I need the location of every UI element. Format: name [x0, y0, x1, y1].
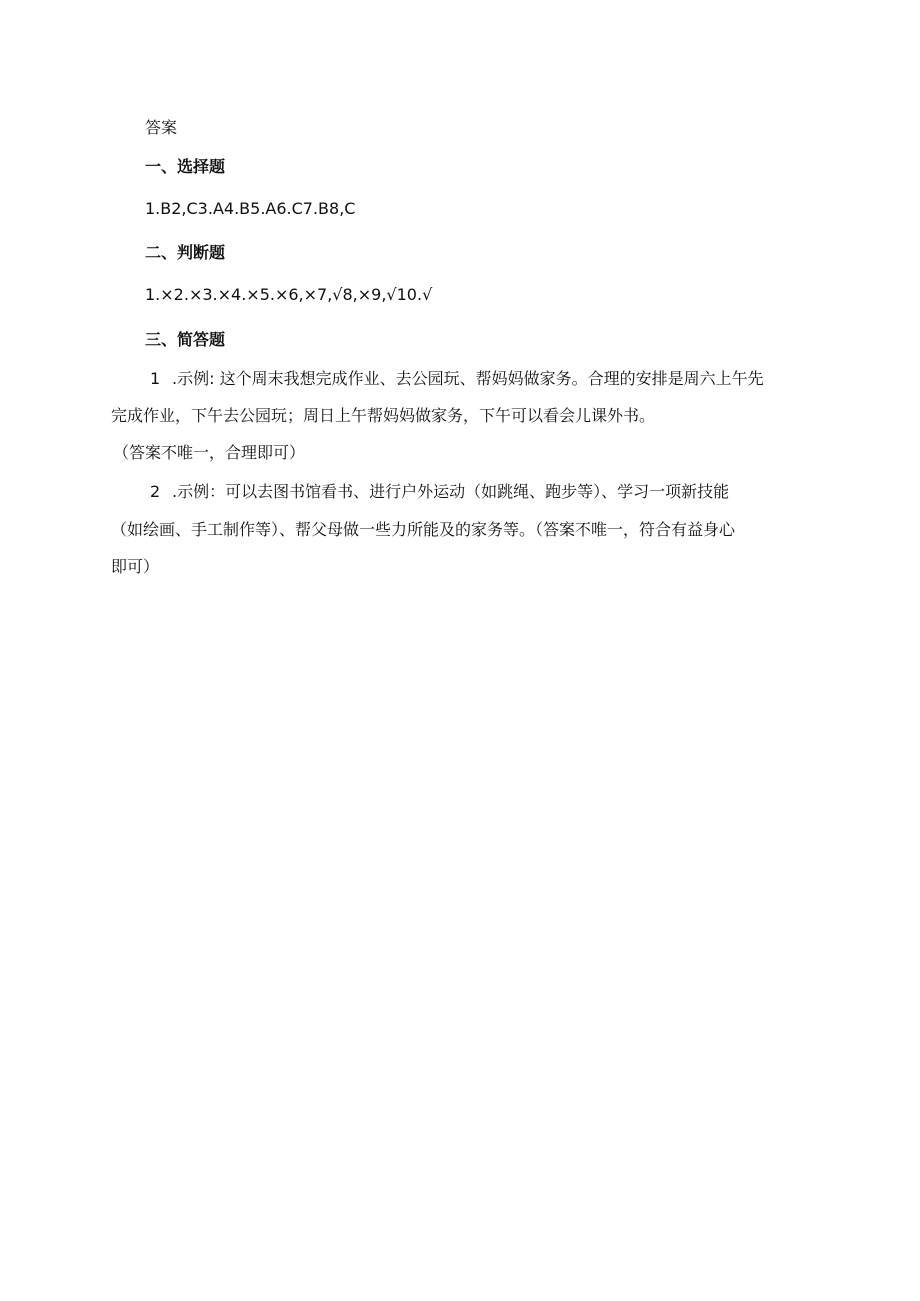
- section-heading-short-answer: 三、简答题: [145, 330, 226, 349]
- answer-1-line-1: [150, 369, 764, 389]
- choice-answers: 1.B2,C3.A4.B5.A6.C7.B8,C: [145, 199, 356, 218]
- section-heading-judgement: 二、判断题: [145, 243, 226, 262]
- answer-1-line-2: 完成作业，下午去公园玩；周日上午帮妈妈做家务，下午可以看会儿课外书。: [111, 406, 656, 425]
- answer-1-text-1: .示例: 这个周末我想完成作业、去公园玩、帮妈妈做家务。合理的安排是周六上午先: [172, 369, 764, 388]
- page-title: 答案: [145, 118, 178, 137]
- answer-2-number: 2: [150, 482, 161, 501]
- answer-2-text-1: .示例：可以去图书馆看书、进行户外运动（如跳绳、跑步等）、学习一项新技能: [172, 482, 730, 501]
- answer-2-line-3: 即可）: [111, 557, 160, 576]
- answer-2-line-2: （如绘画、手工制作等）、帮父母做一些力所能及的家务等。（答案不唯一，符合有益身心: [111, 520, 736, 539]
- section-heading-choice: 一、选择题: [145, 157, 226, 176]
- answer-1-line-3: （答案不唯一，合理即可）: [113, 443, 306, 462]
- answer-1-number: 1: [150, 369, 161, 388]
- judgement-answers: 1.×2.×3.×4.×5.×6,×7,√8,×9,√10.√: [145, 285, 433, 304]
- answer-2-line-1: [150, 482, 729, 502]
